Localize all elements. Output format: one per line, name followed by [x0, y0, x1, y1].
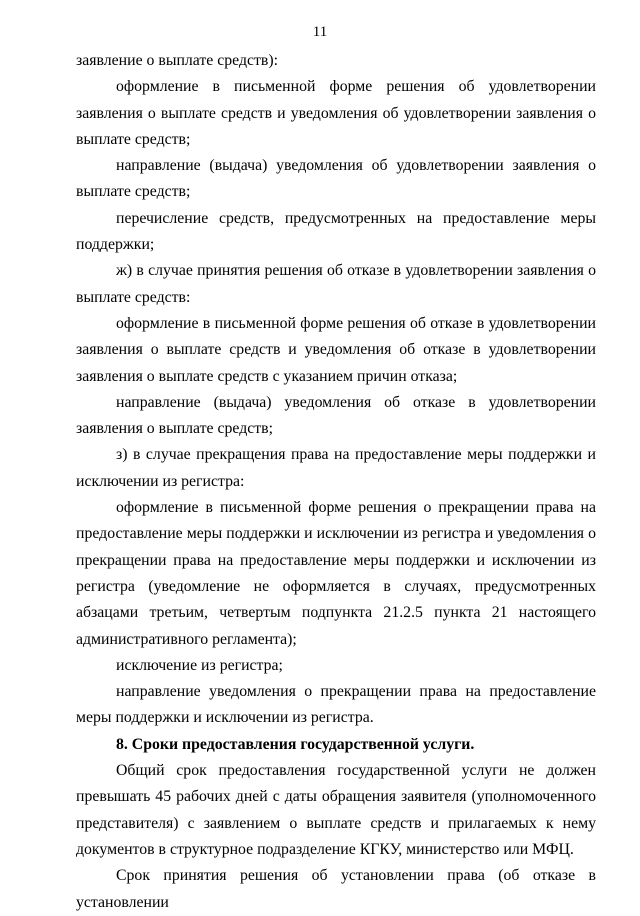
- paragraph: направление (выдача) уведомления об удовлетворении заявления о выплате средств;: [76, 157, 596, 201]
- paragraph: направление (выдача) уведомления об отказе в удовлетворении заявления о выплате средств;: [76, 393, 596, 438]
- paragraph: направление уведомления о прекращении права на предоставление меры поддержки и исключении из регистра.: [76, 683, 596, 727]
- paragraph: оформление в письменной форме решения о прекращении права на предоставление меры поддержки и исключении из регистра и уведомления о прекращении права на предоставление меры поддержки и исключении из регистра (уведомление не оформляется в случаях, предусмотренных абзацами третьим, четвертым подпункта 21.2.5 пункта 21 настоящего административного регламента);: [76, 499, 596, 648]
- page-number: 11: [312, 24, 328, 40]
- paragraph-item-z: з) в случае прекращения права на предоставление меры поддержки и исключении из регистра:: [76, 446, 596, 490]
- paragraph: оформление в письменной форме решения об отказе в удовлетворении заявления о выплате средств и уведомления об отказе в удовлетворении заявления о выплате средств с указанием причин отказа;: [76, 314, 596, 385]
- paragraph-truncated: Срок принятия решения об установлении права (об отказе в установлении: [76, 867, 596, 911]
- paragraph: перечисление средств, предусмотренных на предоставление меры поддержки;: [76, 209, 596, 254]
- section-heading: 8. Сроки предоставления государственной услуги.: [116, 735, 475, 753]
- paragraph: оформление в письменной форме решения об удовлетворении заявления о выплате средств и уведомления об удовлетворении заявления о выплате средств;: [76, 78, 596, 148]
- paragraph: исключение из регистра;: [116, 656, 283, 674]
- paragraph-item-zh: ж) в случае принятия решения об отказе в удовлетворении заявления о выплате средств:: [76, 262, 596, 306]
- document-body: [76, 48, 596, 916]
- paragraph: Общий срок предоставления государственной услуги не должен превышать 45 рабочих дней с даты обращения заявителя (уполномоченного представителя) с заявлением о выплате средств и прилагаемых к нему документов в структурное подразделение КГКУ, министерство или МФЦ.: [76, 762, 596, 858]
- paragraph-continuation: заявление о выплате средств):: [76, 52, 279, 69]
